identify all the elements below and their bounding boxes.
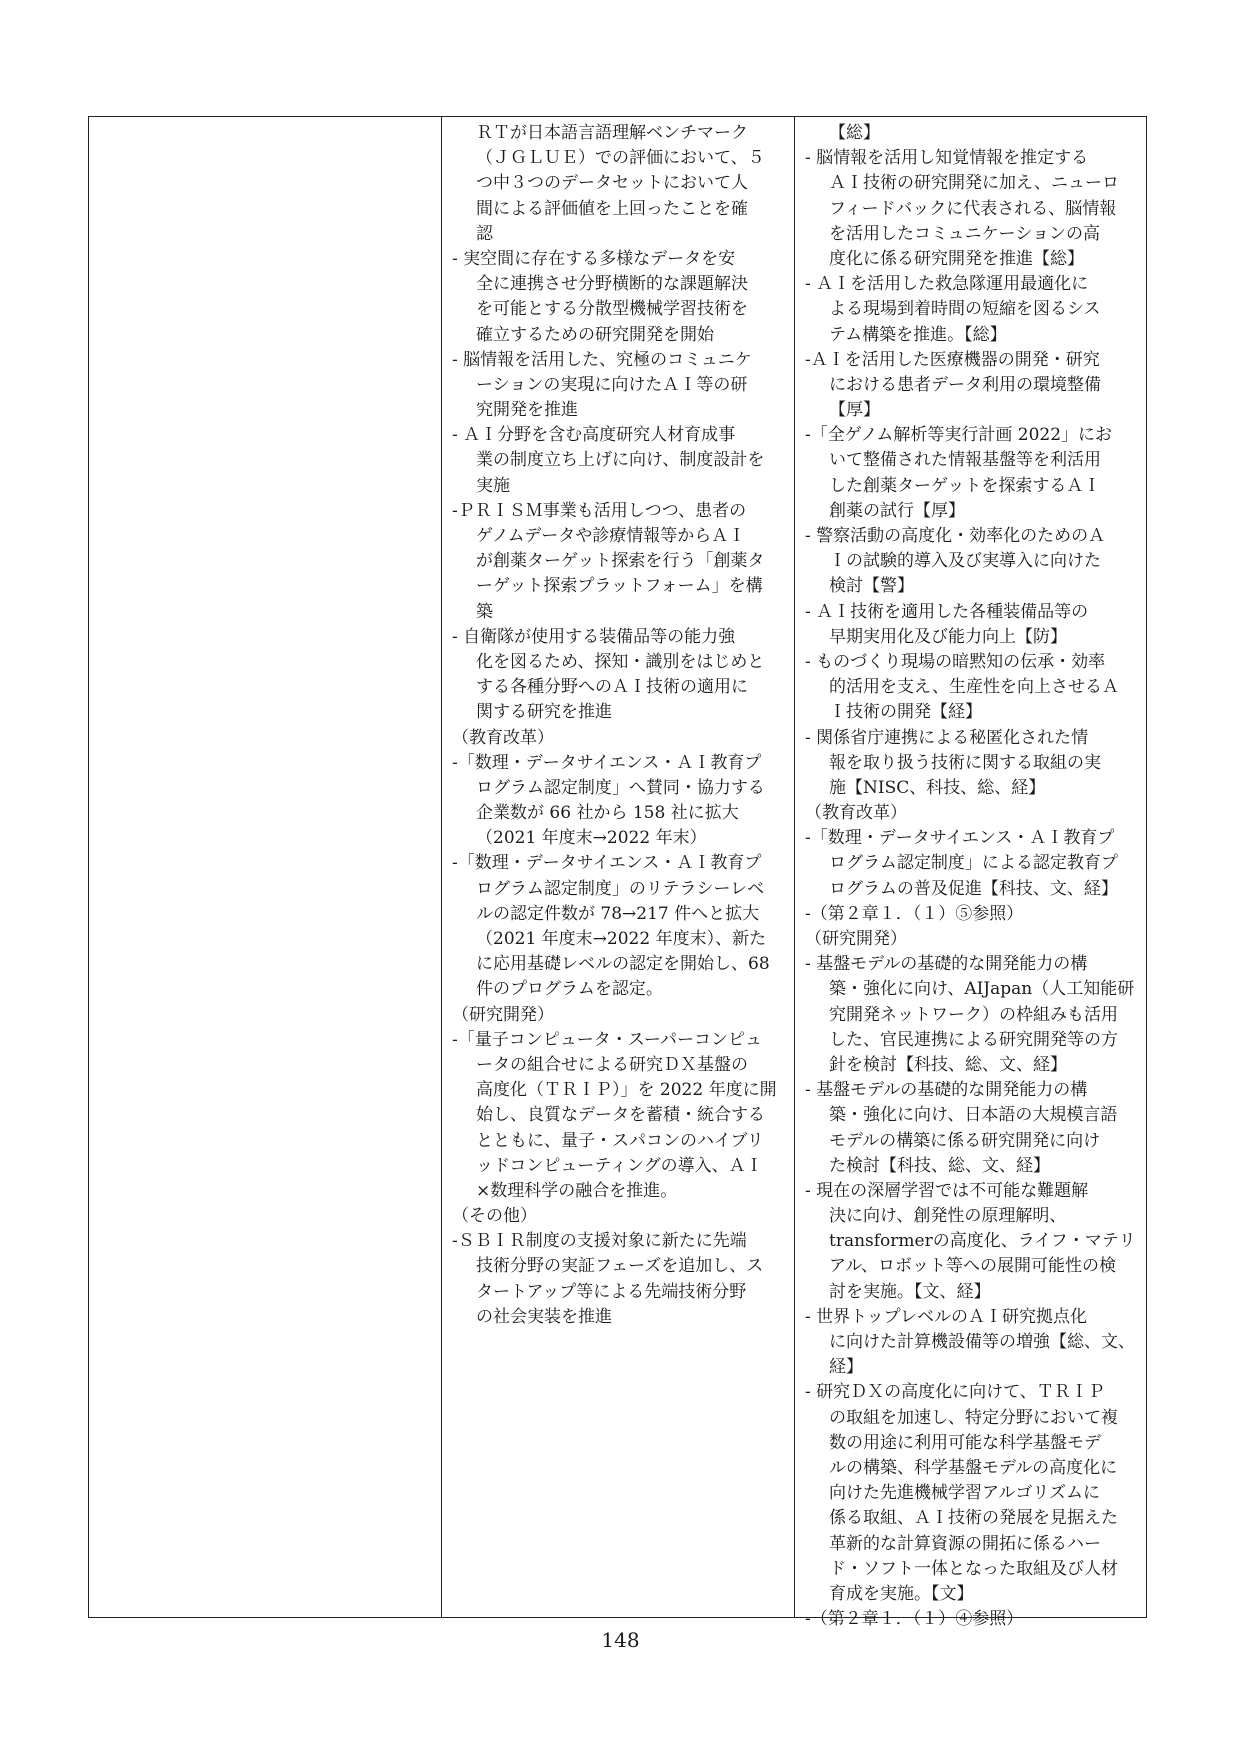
middle-column-line: ログラム認定制度」へ賛同・協力する — [476, 777, 765, 798]
right-column-line: - ＡＩ技術を適用した各種装備品等の — [805, 601, 1089, 622]
right-column-line: - ＡＩを活用した救急隊運用最適化に — [805, 274, 1089, 295]
right-column-line: 革新的な計算資源の開拓に係るハー — [829, 1533, 1101, 1554]
right-column-line: - 現在の深層学習では不可能な難題解 — [805, 1180, 1089, 1201]
right-column-line: 育成を実施。【文】 — [829, 1583, 974, 1604]
middle-column-line: - 自衛隊が使用する装備品等の能力強 — [452, 626, 736, 647]
middle-column-line: ルの認定件数が 78→217 件へと拡大 — [476, 903, 760, 924]
right-column-line: した、官民連携による研究開発等の方 — [829, 1029, 1118, 1050]
middle-column-line: 確立するための研究開発を開始 — [476, 324, 714, 345]
right-column-line: ログラム認定制度」による認定教育プ — [829, 853, 1118, 874]
page-number: 148 — [601, 1628, 640, 1652]
middle-column-line: -「量子コンピュータ・スーパーコンピュ — [452, 1029, 763, 1050]
right-column-line: 討を実施。【文、経】 — [829, 1281, 991, 1302]
middle-column-line: 実施 — [476, 475, 510, 496]
middle-column-line: 業の制度立ち上げに向け、制度設計を — [476, 450, 765, 471]
middle-column-line: - 実空間に存在する多様なデータを安 — [452, 248, 736, 269]
middle-column-line: -ＰＲＩＳＭ事業も活用しつつ、患者の — [452, 500, 747, 521]
middle-column-line: （ＪＧＬＵＥ）での評価において、５ — [476, 148, 765, 169]
middle-column-line: ＲＴが日本語言語理解ベンチマーク — [476, 123, 748, 143]
right-column-line: -「数理・データサイエンス・ＡＩ教育プ — [805, 828, 1115, 849]
middle-column-line: する各種分野へのＡＩ技術の適用に — [476, 677, 748, 698]
right-column-line: -（第２章１．（１）⑤参照） — [805, 903, 1024, 924]
middle-column-line: 高度化（ＴＲＩＰ）」を 2022 年度に開 — [476, 1080, 777, 1101]
middle-column-line: ゲノムデータや診療情報等からＡＩ — [476, 526, 746, 546]
right-column-line: 施【NISC、科技、総、経】 — [829, 777, 1046, 798]
right-column-line: 創薬の試行【厚】 — [829, 500, 965, 521]
right-column-line: -ＡＩを活用した医療機器の開発・研究 — [805, 349, 1100, 370]
right-column-line: 築・強化に向け、日本語の大規模言語 — [829, 1105, 1118, 1126]
middle-column-line: 化を図るため、探知・識別をはじめと — [476, 651, 765, 672]
middle-column-line: ×数理科学の融合を推進。 — [476, 1180, 678, 1201]
middle-column-line: -ＳＢＩＲ制度の支援対象に新たに先端 — [452, 1231, 747, 1252]
middle-column-line: 件のプログラムを認定。 — [476, 979, 663, 1000]
right-column-line: 報を取り扱う技術に関する取組の実 — [829, 752, 1101, 773]
right-column-line: ログラムの普及促進【科技、文、経】 — [829, 878, 1118, 899]
right-column-line: 決に向け、創発性の原理解明、 — [829, 1206, 1067, 1227]
middle-column-line: 全に連携させ分野横断的な課題解決 — [476, 274, 748, 295]
right-column-line: - ものづくり現場の暗黙知の伝承・効率 — [805, 651, 1106, 672]
right-column-line: 築・強化に向け、AIJapan（人工知能研 — [829, 979, 1135, 1000]
middle-column-line: 企業数が 66 社から 158 社に拡大 — [476, 803, 739, 824]
middle-column — [442, 117, 795, 1617]
right-column-line: における患者データ利用の環境整備 — [829, 374, 1101, 395]
content-table — [88, 116, 1147, 1630]
right-column-line: Ｉ技術の開発【経】 — [829, 702, 982, 723]
middle-column-line: 間による評価値を上回ったことを確 — [476, 198, 748, 219]
right-column-line: Ｉの試験的導入及び実導入に向けた — [829, 551, 1101, 572]
right-column-line: 検討【警】 — [829, 576, 914, 597]
right-column-line: 度化に係る研究開発を推進【総】 — [829, 248, 1084, 269]
middle-column-line: - 脳情報を活用した、究極のコミュニケ — [452, 349, 752, 370]
middle-column-line: タートアップ等による先端技術分野 — [476, 1281, 747, 1302]
right-column-line: - 脳情報を活用し知覚情報を推定する — [805, 148, 1089, 169]
middle-column-line: ログラム認定制度」のリテラシーレベ — [476, 878, 765, 899]
right-column-line: よる現場到着時間の短縮を図るシス — [829, 299, 1101, 320]
middle-column-line: （2021 年度末→2022 年末） — [476, 828, 707, 849]
middle-column-line: 認 — [476, 223, 493, 244]
right-column-line: （研究開発） — [805, 929, 907, 949]
middle-column-line: （2021 年度末→2022 年度末）、新た — [476, 929, 767, 949]
right-column-line: 【厚】 — [829, 400, 880, 421]
right-column-line: た検討【科技、総、文、経】 — [829, 1155, 1050, 1176]
right-column-line: モデルの構築に係る研究開発に向け — [829, 1130, 1101, 1151]
middle-column-line: （教育改革） — [452, 727, 554, 748]
right-column-line: -（第２章１．（１）④参照） — [805, 1609, 1024, 1630]
right-column-line: の取組を加速し、特定分野において複 — [829, 1407, 1118, 1428]
right-column-line: - 関係省庁連携による秘匿化された情 — [805, 727, 1089, 748]
right-column-line: - 基盤モデルの基礎的な開発能力の構 — [805, 1080, 1088, 1101]
middle-column-line: （研究開発） — [452, 1004, 554, 1025]
right-column-line: 究開発ネットワーク）の枠組みも活用 — [829, 1004, 1118, 1025]
middle-column-line: を可能とする分散型機械学習技術を — [476, 299, 748, 320]
middle-column-line: ータの組合せによる研究ＤＸ基盤の — [476, 1054, 748, 1075]
middle-column-line: -「数理・データサイエンス・ＡＩ教育プ — [452, 752, 762, 773]
right-column-line: いて整備された情報基盤等を利活用 — [829, 450, 1101, 471]
middle-column-line: つ中３つのデータセットにおいて人 — [476, 173, 748, 194]
right-column-line: transformerの高度化、ライフ・マテリ — [829, 1231, 1136, 1252]
middle-column-line: ーションの実現に向けたＡＩ等の研 — [476, 374, 748, 395]
right-column-line: 針を検討【科技、総、文、経】 — [829, 1054, 1067, 1075]
right-column-line: （教育改革） — [805, 803, 907, 824]
right-column-line: - 世界トップレベルのＡＩ研究拠点化 — [805, 1306, 1087, 1327]
right-column-line: - 研究ＤＸの高度化に向けて、ＴＲＩＰ — [805, 1382, 1105, 1403]
right-column-line: 的活用を支え、生産性を向上させるＡ — [829, 677, 1120, 698]
middle-column-line: ーゲット探索プラットフォーム」を構 — [476, 576, 763, 597]
middle-column-line: （その他） — [452, 1206, 537, 1227]
middle-column-line: 築 — [476, 601, 493, 622]
right-column-line: テム構築を推進。【総】 — [829, 324, 1007, 345]
middle-column-line: 技術分野の実証フェーズを追加し、ス — [476, 1256, 764, 1277]
right-column-line: 向けた先進機械学習アルゴリズムに — [829, 1483, 1100, 1504]
right-column — [795, 117, 1148, 1630]
middle-column-line: -「数理・データサイエンス・ＡＩ教育プ — [452, 853, 762, 874]
right-column-line: ＡＩ技術の研究開発に加え、ニューロ — [829, 173, 1120, 194]
middle-column-line: の社会実装を推進 — [476, 1306, 612, 1327]
middle-column-line: 究開発を推進 — [476, 400, 578, 421]
right-column-line: 早期実用化及び能力向上【防】 — [829, 626, 1067, 647]
right-column-line: 数の用途に利用可能な科学基盤モデ — [829, 1432, 1101, 1453]
middle-column-line: が創薬ターゲット探索を行う「創薬タ — [476, 551, 765, 572]
middle-column-line: に応用基礎レベルの認定を開始し、68 — [476, 954, 770, 975]
middle-column-line: ッドコンピューティングの導入、ＡＩ — [476, 1155, 763, 1176]
right-column-line: 経】 — [829, 1357, 863, 1378]
right-column-line: - 警察活動の高度化・効率化のためのＡ — [805, 526, 1106, 546]
right-column-line: 係る取組、ＡＩ技術の発展を見据えた — [829, 1508, 1118, 1529]
right-column-line: ド・ソフト一体となった取組及び人材 — [829, 1558, 1118, 1579]
right-column-line: -「全ゲノム解析等実行計画 2022」にお — [805, 425, 1113, 446]
middle-column-line: - ＡＩ分野を含む高度研究人材育成事 — [452, 425, 736, 446]
right-column-line: を活用したコミュニケーションの高 — [829, 223, 1100, 244]
middle-column-line: とともに、量子・スパコンのハイブリ — [476, 1130, 764, 1151]
right-column-line: に向けた計算機設備等の増強【総、文、 — [829, 1332, 1135, 1352]
right-column-line: アル、ロボット等への展開可能性の検 — [829, 1256, 1116, 1277]
middle-column-line: 始し、良質なデータを蓄積・統合する — [476, 1105, 765, 1126]
left-column-empty — [89, 117, 442, 1617]
middle-column-line: 関する研究を推進 — [476, 702, 612, 723]
right-column-line: ルの構築、科学基盤モデルの高度化に — [829, 1457, 1118, 1478]
right-column-line: - 基盤モデルの基礎的な開発能力の構 — [805, 954, 1088, 975]
right-column-line: フィードバックに代表される、脳情報 — [829, 198, 1117, 219]
right-column-line: 【総】 — [829, 123, 880, 143]
right-column-line: した創薬ターゲットを探索するＡＩ — [829, 475, 1101, 496]
